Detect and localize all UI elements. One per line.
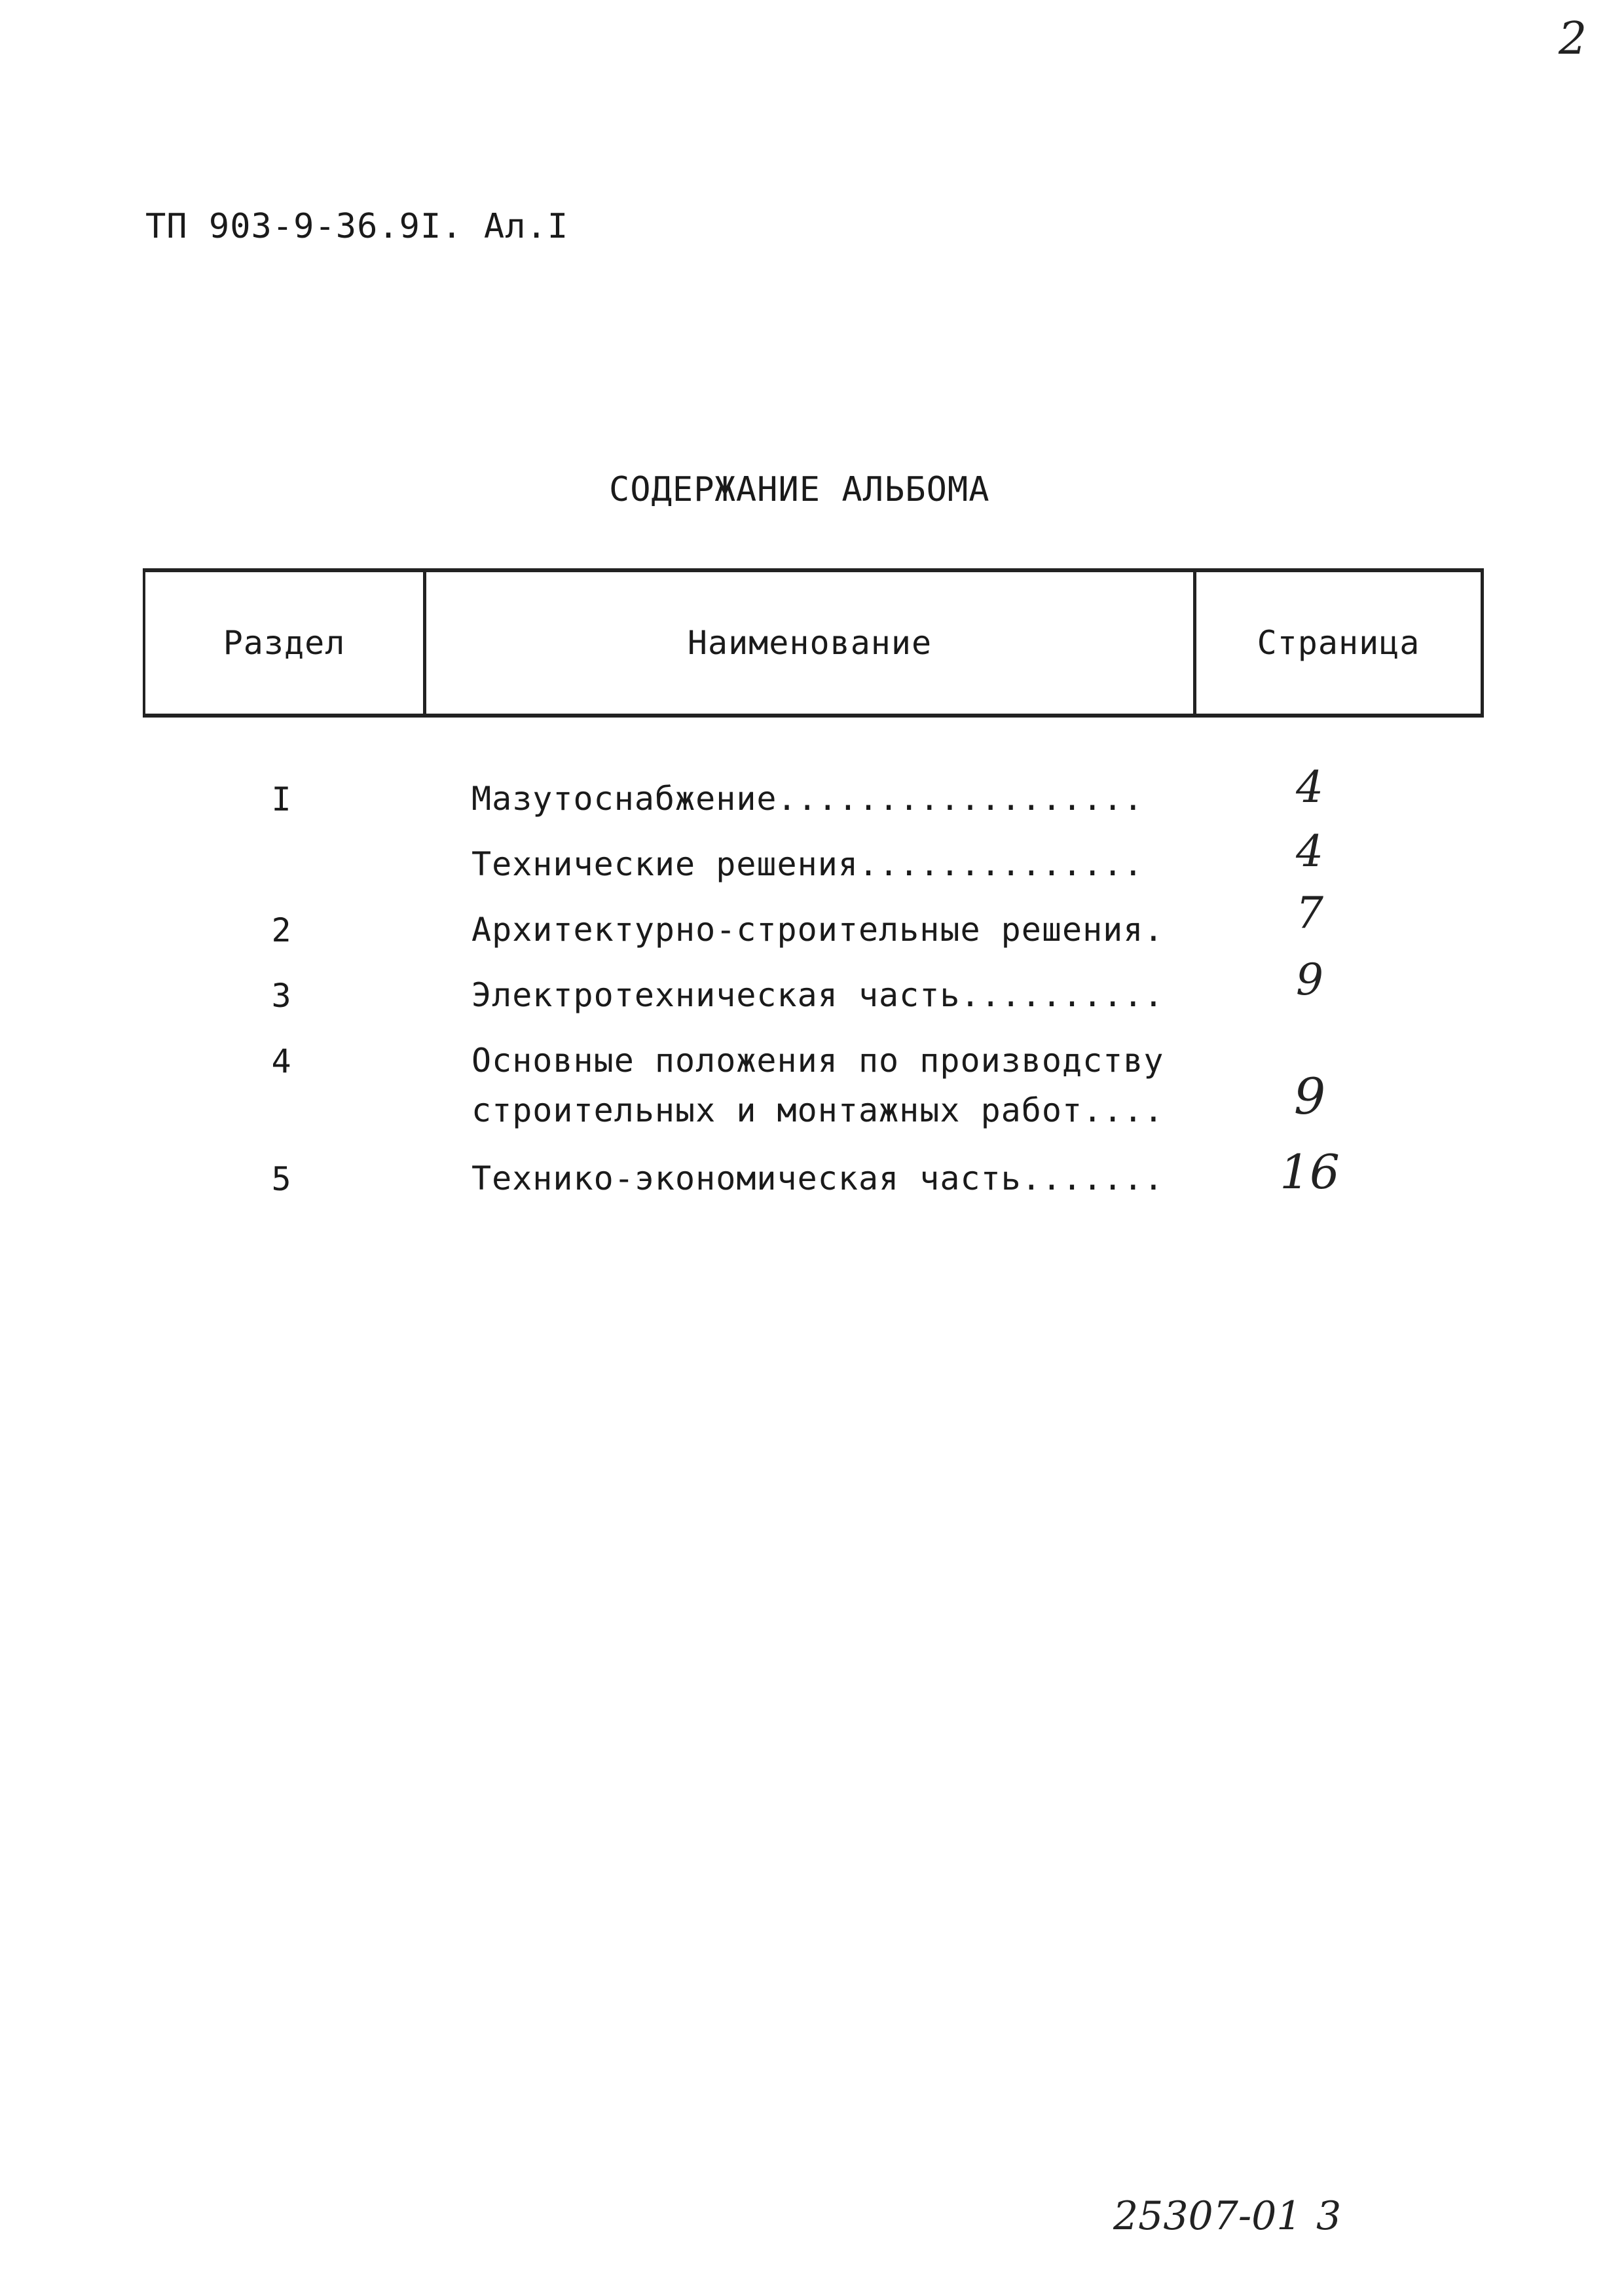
header-name-label: Наименование (687, 624, 932, 662)
header-page (1196, 572, 1481, 714)
row-page: 7 (1296, 888, 1323, 938)
row-name (471, 905, 1164, 955)
row-section: I (271, 780, 292, 818)
row-name-line: Основные положения по производству (471, 1042, 1164, 1080)
footer-sheet-number: 3 (1316, 2193, 1342, 2239)
contents-table-header (143, 568, 1484, 718)
row-name-line: Электротехническая часть.......... (471, 976, 1164, 1014)
row-name-line: Технические решения.............. (471, 845, 1144, 883)
row-section: 4 (271, 1042, 292, 1080)
row-name (471, 839, 1143, 889)
row-name (471, 774, 1143, 824)
header-section-label: Раздел (223, 624, 346, 662)
row-page: 4 (1296, 762, 1323, 812)
corner-page-number: 2 (1559, 13, 1587, 65)
row-name-line: Мазутоснабжение.................. (471, 780, 1144, 818)
row-page: 9 (1293, 1067, 1326, 1125)
header-section (145, 572, 423, 714)
row-name-line: Технико-экономическая часть....... (471, 1159, 1164, 1197)
row-section: 2 (271, 911, 292, 949)
document-code: ТП 903-9-36.9I. Ал.I (145, 207, 569, 246)
row-name-line: строительных и монтажных работ.... (471, 1091, 1164, 1129)
row-page: 9 (1296, 955, 1323, 1005)
page-title: СОДЕРЖАНИЕ АЛЬБОМА (609, 470, 990, 509)
header-page-label: Страница (1257, 624, 1420, 662)
row-name (471, 970, 1164, 1020)
row-page: 4 (1296, 826, 1323, 877)
row-name-line: Архитектурно-строительные решения. (471, 911, 1164, 949)
row-section: 3 (271, 977, 292, 1015)
row-name (471, 1154, 1164, 1203)
row-name (471, 1036, 1164, 1135)
row-page: 16 (1280, 1144, 1340, 1199)
header-name (426, 572, 1193, 714)
row-section: 5 (271, 1160, 292, 1198)
footer-document-number: 25307-01 (1113, 2193, 1302, 2239)
